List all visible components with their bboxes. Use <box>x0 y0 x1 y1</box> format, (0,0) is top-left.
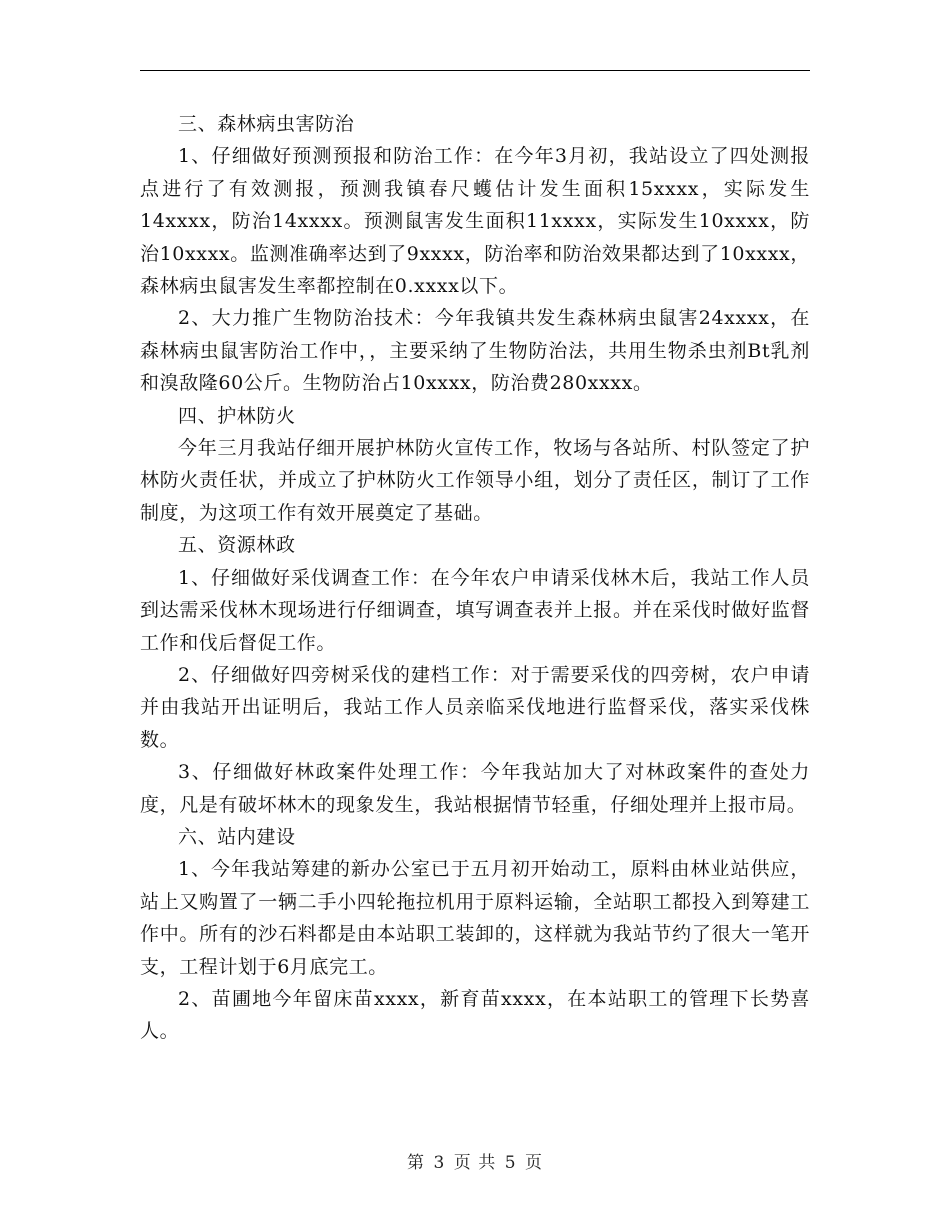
paragraph: 2、苗圃地今年留床苗xxxx，新育苗xxxx，在本站职工的管理下长势喜人。 <box>140 987 810 1043</box>
section-heading-pest-control: 三、森林病虫害防治 <box>178 113 355 135</box>
footer-middle: 页 共 <box>453 1153 497 1173</box>
footer-page-number: 3 <box>433 1153 446 1173</box>
page-footer <box>0 1148 950 1173</box>
section-heading-station-construction: 六、站内建设 <box>178 825 296 848</box>
footer-total-pages: 5 <box>504 1153 517 1173</box>
document-body <box>140 108 810 1048</box>
footer-suffix: 页 <box>525 1153 544 1173</box>
paragraph: 3、仔细做好林政案件处理工作：今年我站加大了对林政案件的查处力度，凡是有破坏林木的现象发生，我站根据情节轻重，仔细处理并上报市局。 <box>140 761 810 816</box>
paragraph: 2、大力推广生物防治技术：今年我镇共发生森林病虫鼠害24xxxx，在森林病虫鼠害防治工作中，，主要采纳了生物防治法，共用生物杀虫剂Bt乳剂和溴敌隆60公斤。生物防治占10xxxx，防治费280xxxx。 <box>140 307 810 395</box>
paragraph: 1、今年我站筹建的新办公室已于五月初开始动工，原料由林业站供应，站上又购置了一辆二手小四轮拖拉机用于原料运输，全站职工都投入到筹建工作中。所有的沙石料都是由本站职工装卸的，这样就为我站节约了很大一笔开支，工程计划于6月底完工。 <box>140 858 810 978</box>
section-heading-forest-administration: 五、资源林政 <box>178 534 296 557</box>
paragraph: 今年三月我站仔细开展护林防火宣传工作，牧场与各站所、村队签定了护林防火责任状，并成立了护林防火工作领导小组，划分了责任区，制订了工作制度，为这项工作有效开展奠定了基础。 <box>140 437 810 524</box>
paragraph: 1、仔细做好采伐调查工作：在今年农户申请采伐林木后，我站工作人员到达需采伐林木现场进行仔细调查，填写调查表并上报。并在采伐时做好监督工作和伐后督促工作。 <box>140 566 810 654</box>
section-heading-fire-prevention: 四、护林防火 <box>178 404 296 427</box>
paragraph: 1、仔细做好预测预报和防治工作：在今年3月初，我站设立了四处测报点进行了有效测报，预测我镇春尺蠖估计发生面积15xxxx，实际发生14xxxx，防治14xxxx。预测鼠害发生面积11xxxx，实际发生10xxxx，防治10xxxx。监测准确率达到了9xxxx，防治率和防治效果都达到了10xxxx，森林病虫鼠害发生率都控制在0.xxxx以下。 <box>140 145 810 298</box>
header-rule <box>140 70 810 71</box>
paragraph: 2、仔细做好四旁树采伐的建档工作：对于需要采伐的四旁树，农户申请并由我站开出证明后，我站工作人员亲临采伐地进行监督采伐，落实采伐株数。 <box>140 663 810 751</box>
footer-prefix: 第 <box>406 1153 425 1173</box>
